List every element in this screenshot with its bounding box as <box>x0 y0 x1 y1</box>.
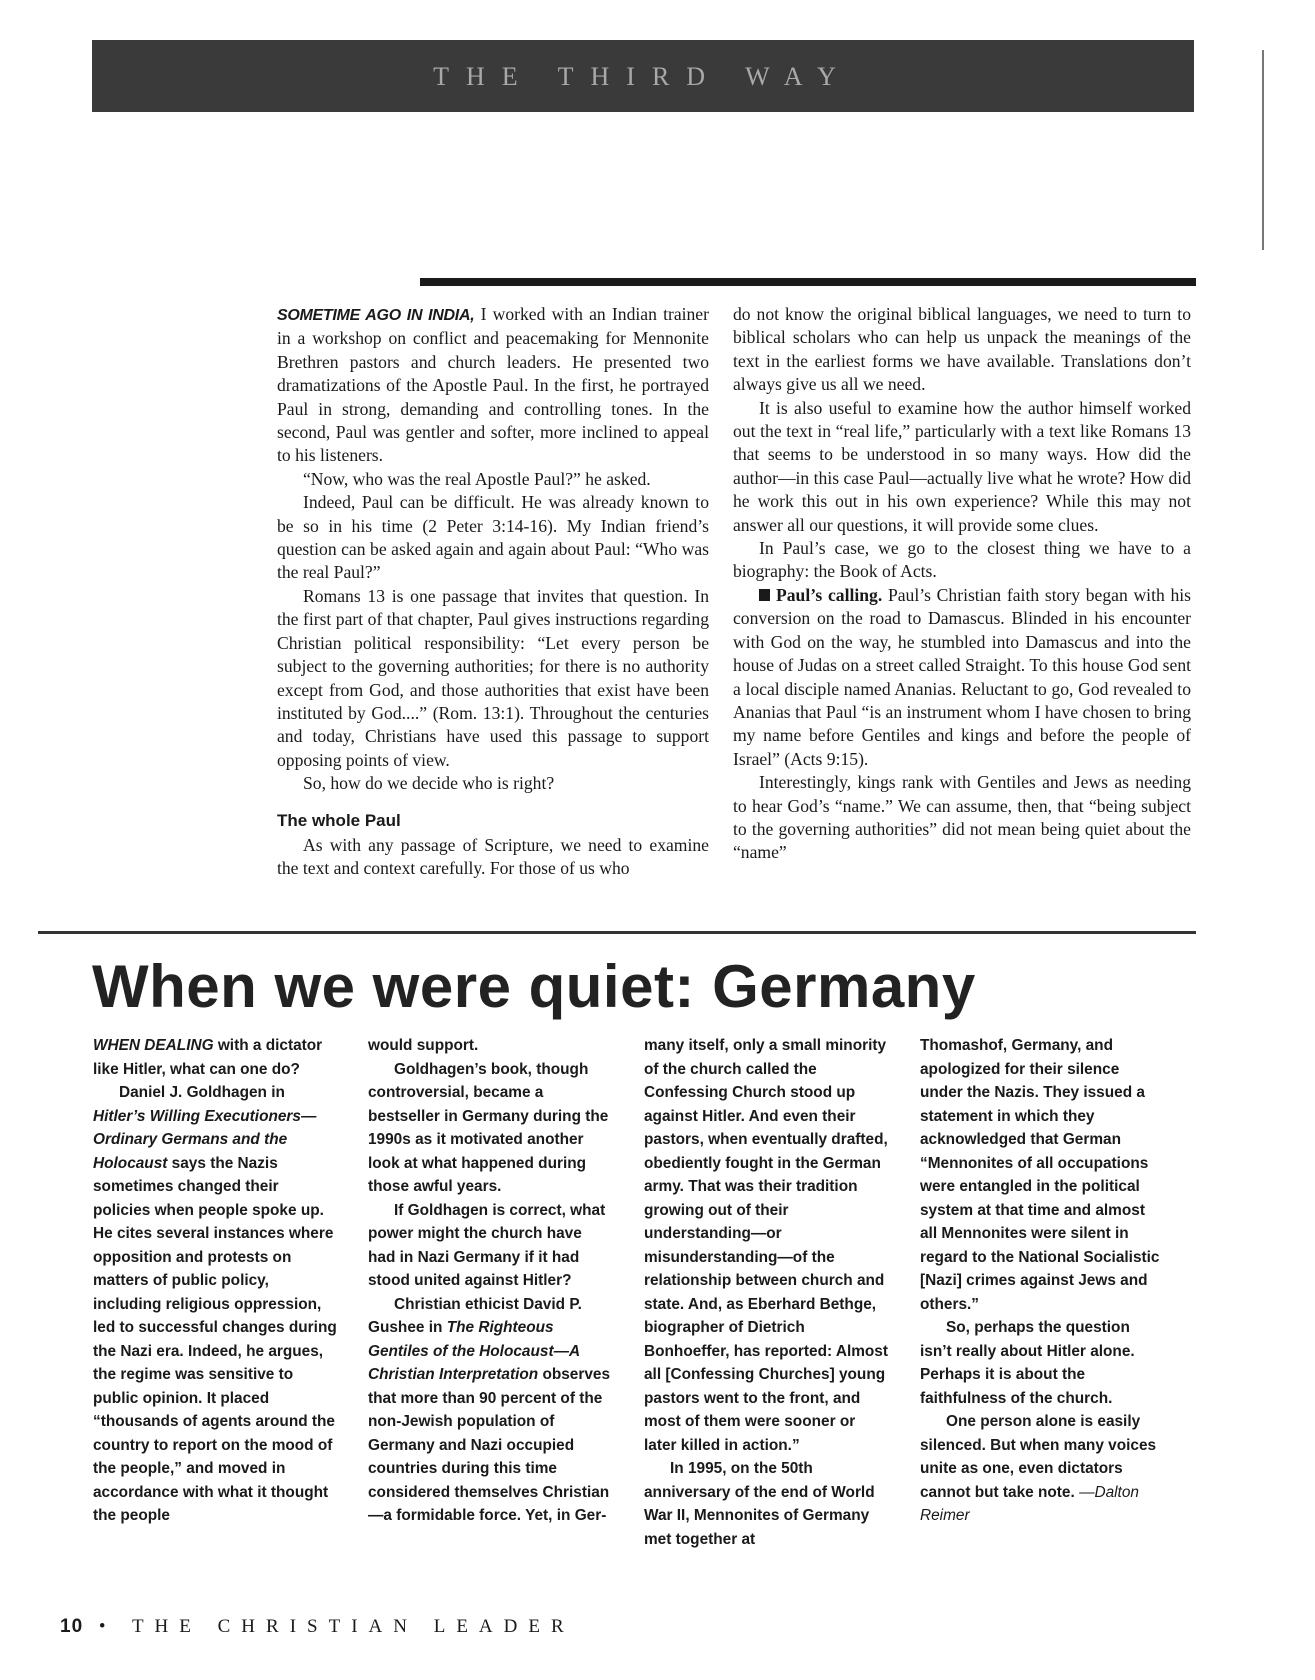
runin-head: Paul’s calling. <box>776 584 883 605</box>
sidebar-column-2 <box>368 1034 613 1528</box>
article-leadin: SOMETIME AGO IN INDIA, <box>277 307 475 324</box>
book-title: Hitler’s Willing Executioners—Ordinary Germans and the Holocaust <box>93 1107 317 1172</box>
sidebar-paragraph: One person alone is easily silenced. But when many voices unite as one, even dictators cannot but take note. —Dalton Reimer <box>920 1413 1157 1524</box>
article-paragraph: SOMETIME AGO IN INDIA, I worked with an Indian trainer in a workshop on conflict and peacemaking for Mennonite Brethren pastors and church leaders. He presented two dramatizations of the Apostle Paul. In the first, he portrayed Paul in strong, demanding and controlling tones. In the second, Paul was gentler and softer, more inclined to appeal to his listeners. <box>277 304 709 466</box>
book-title: The Righteous Gentiles of the Holocaust—A Christian Interpretation <box>368 1319 580 1383</box>
square-bullet-icon <box>759 589 770 601</box>
article-paragraph: It is also useful to examine how the author himself worked out the text in “real life,” particularly with a text like Romans 13 that seems to be understood in so many ways. How did the author—in this case Paul—actually live what he wrote? How did he work this out in his own experience? While this may not answer all our questions, it will provide some clues. <box>733 397 1191 535</box>
sidebar-column-3 <box>644 1034 889 1551</box>
sidebar-leadin: WHEN DEALING <box>93 1037 214 1054</box>
section-banner <box>92 40 1194 112</box>
sidebar-paragraph: many itself, only a small minority of the church called the Confessing Church stood up against Hitler. And even their pastors, when eventually drafted, obediently fought in the German army. That was their tradition growing out of their understanding—or misunderstanding—of the relationship between church and state. And, as Eberhard Bethge, biographer of Dietrich Bonhoeffer, has reported: Almost all [Confessing Churches] young pastors went to the front, and most of them were sooner or later killed in action.” <box>644 1037 888 1454</box>
article-left-column <box>277 303 709 881</box>
page-edge-line <box>1262 50 1264 250</box>
article-paragraph: As with any passage of Scripture, we need to examine the text and context carefully. For those of us who <box>277 834 709 879</box>
sidebar-paragraph: In 1995, on the 50th anniversary of the end of World War II, Mennonites of Germany met together at <box>644 1460 875 1548</box>
article-paragraph: “Now, who was the real Apostle Paul?” he asked. <box>303 468 651 489</box>
article-paragraph: Indeed, Paul can be difficult. He was already known to be so in his time (2 Peter 3:14-16). My Indian friend’s question can be asked again and again about Paul: “Who was the real Paul?” <box>277 492 709 583</box>
sidebar-paragraph: So, perhaps the question isn’t really about Hitler alone. Perhaps it is about the faithfulness of the church. <box>920 1319 1135 1407</box>
page-number: 10 <box>60 1616 84 1637</box>
page-footer <box>60 1616 575 1638</box>
sidebar-paragraph: WHEN DEALING with a dictator like Hitler, what can one do? <box>93 1037 323 1078</box>
sidebar-divider <box>38 931 1196 934</box>
sidebar-paragraph: Christian ethicist David P. Gushee in The Righteous Gentiles of the Holocaust—A Christian Interpretation observes that more than 90 percent of the non-Jewish population of Germany and Nazi occupied countries during this time considered themselves Christian—a formidable force. Yet, in Ger- <box>368 1295 611 1524</box>
article-paragraph: Romans 13 is one passage that invites that question. In the first part of that chapter, Paul gives instructions regarding Christian political responsibility: “Let every person be subject to the governing authorities; for there is no authority except from God, and those authorities that exist have been instituted by God....” (Rom. 13:1). Throughout the centuries and today, Christians have used this passage to support opposing points of view. <box>277 585 709 770</box>
article-right-column <box>733 303 1191 865</box>
sidebar-paragraph: If Goldhagen is correct, what power might the church have had in Nazi Germany if it had stood united against Hitler? <box>368 1201 606 1289</box>
sidebar-column-1 <box>93 1034 338 1528</box>
sidebar-paragraph: Thomashof, Germany, and apologized for their silence under the Nazis. They issued a statement in which they acknowledged that German “Mennonites of all occupations were entangled in the political system at that time and almost all Mennonites were silent in regard to the National Socialistic [Nazi] crimes against Jews and others.” <box>920 1037 1160 1313</box>
author-signature: —Dalton Reimer <box>920 1483 1139 1524</box>
sidebar-column-4 <box>920 1034 1165 1528</box>
article-paragraph: So, how do we decide who is right? <box>303 773 555 794</box>
section-title: THE THIRD WAY <box>433 62 853 91</box>
sidebar-title: When we were quiet: Germany <box>92 953 976 1020</box>
article-top-rule <box>420 278 1196 286</box>
publication-name: • THE CHRISTIAN LEADER <box>98 1616 575 1637</box>
article-paragraph: Paul’s calling. Paul’s Christian faith story began with his conversion on the road to Damascus. Blinded in his encounter with God on the way, he stumbled into Damascus and into the house of Judas on a street called Straight. To this house God sent a local disciple named Ananias. Reluctant to go, God revealed to Ananias that Paul “is an instrument whom I have chosen to bring my name before Gentiles and kings and before the people of Israel” (Acts 9:15). <box>733 584 1191 769</box>
article-paragraph: Interestingly, kings rank with Gentiles and Jews as needing to hear God’s “name.” We can assume, then, that “being subject to the governing authorities” did not mean being quiet about the “name” <box>733 772 1191 863</box>
article-paragraph: do not know the original biblical languages, we need to turn to biblical scholars who can help us unpack the meanings of the text in the earliest forms we have available. Translations don’t always give us all we need. <box>733 304 1191 395</box>
article-paragraph: In Paul’s case, we go to the closest thing we have to a biography: the Book of Acts. <box>733 538 1191 582</box>
sidebar-paragraph: Daniel J. Goldhagen in Hitler’s Willing Executioners—Ordinary Germans and the Holocaust says the Nazis sometimes changed their policies when people spoke up. He cites several instances where opposition and protests on matters of public policy, including religious oppression, led to successful changes during the Nazi era. Indeed, he argues, the regime was sensitive to public opinion. It placed “thousands of agents around the country to report on the mood of the people,” and moved in accordance with what it thought the people <box>93 1084 337 1524</box>
sidebar-paragraph: Goldhagen’s book, though controversial, became a bestseller in Germany during the 1990s as it motivated another look at what happened during those awful years. <box>368 1060 609 1195</box>
article-subhead: The whole Paul <box>277 810 401 830</box>
sidebar-paragraph: would support. <box>368 1037 479 1054</box>
